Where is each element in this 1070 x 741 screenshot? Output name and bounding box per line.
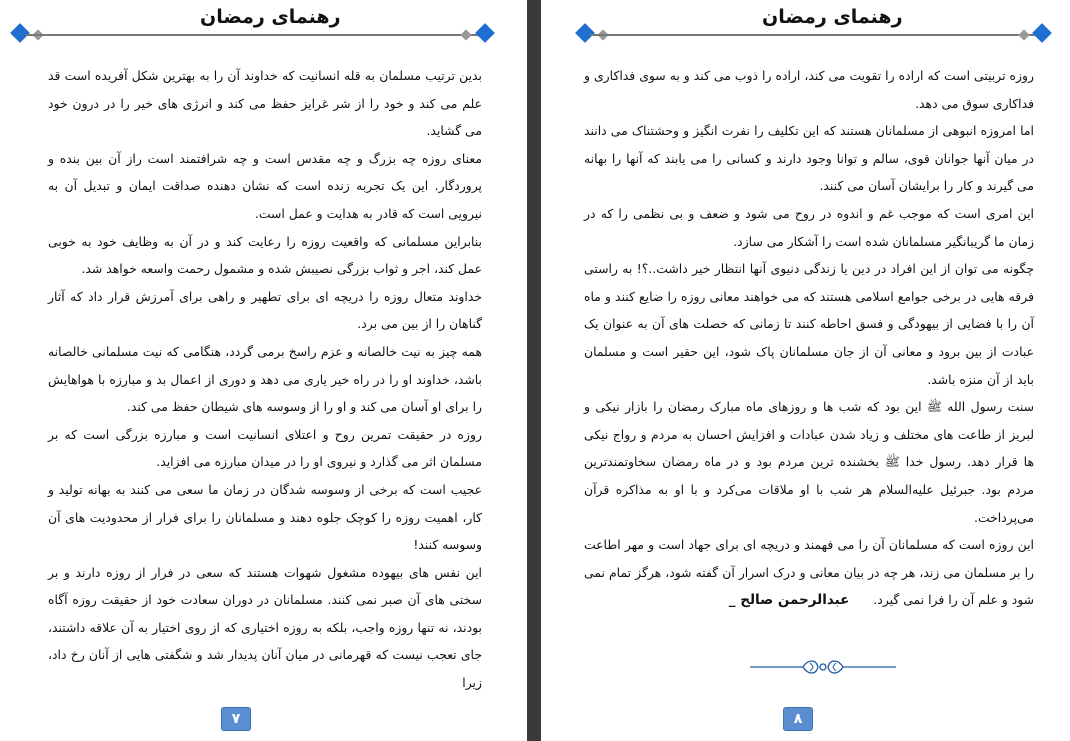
paragraph: خداوند متعال روزه را دریچه ای برای تطهیر و راهی برای آمرزش قرار داد که آثار گناهان را از بین می برد. (48, 288, 482, 332)
header-diamond-icon (575, 23, 595, 43)
paragraph: همه چیز به نیت خالصانه و عزم راسخ برمی گردد، هنگامی که نیت مسلمانی خالصانه باشد، خداوند او را در راه خیر یاری می دهد و دوری از اعمال بد و مبارزه با هواهایش را برای او آسان می کند و او را از وسوسه های شیطان حفظ می کند. (48, 343, 482, 415)
header-diamond-icon (10, 23, 30, 43)
right-page (541, 0, 1070, 741)
book-spine (527, 0, 541, 741)
paragraph: این امری است که موجب غم و اندوه در روح می شود و ضعف و بی نظمی را که در زمان ما گریبانگیر مسلمانان شده است را آشکار می سازد. (584, 205, 1034, 249)
header-dot-icon (460, 29, 471, 40)
header-diamond-icon (475, 23, 495, 43)
paragraph: چگونه می توان از این افراد در دین یا زندگی دنیوی آنها انتظار خیر داشت..؟! به راستی فرقه هایی در برخی جوامع اسلامی هستند که می خواهند معانی روزه را ضایع کنند و ماه آن را با فضایی از بیهودگی و فسق احاطه کنند تا زمانی که خصلت های آن به عنوان یک عبادت از بین برود و معانی آن از جان مسلمانان پاک شود، این حقیر است و مسلمان باید از آن منزه باشد. (584, 261, 1034, 387)
header-dot-icon (1018, 29, 1029, 40)
page-body (48, 62, 482, 697)
paragraph: معنای روزه چه بزرگ و چه مقدس است و چه شرافتمند است راز آن بین بنده و پروردگار. این یک تجربه زنده است که نشان دهنده صداقت ایمان و تبدیل آن به نیرویی است که قادر به هدایت و عمل است. (48, 150, 482, 221)
paragraph-text: این روزه است که مسلمانان آن را می فهمند و دریچه ای برای جهاد است و مهر اطاعت را بر مسلمان می زند، هر چه در بیان معانی و درک اسرار آن گفته شود، هرگز تمام نمی شود و علم آن را فرا نمی گیرد. (584, 537, 1034, 608)
paragraph: عجیب است که برخی از وسوسه شدگان در زمان ما سعی می کنند به بهانه تولید و کار، اهمیت روزه را کوچک جلوه دهند و مسلمانان را برای فرار از محدودیت های آن وسوسه کنند! (48, 481, 482, 553)
paragraph: بدین ترتیب مسلمان به قله انسانیت که خداوند آن را به بهترین شکل آفریده است قد علم می کند و خود را از شر غرایز حفظ می کند و انرژی های خیر را در درون خود می گشاید. (48, 68, 482, 139)
page-number: ۸ (783, 707, 813, 731)
paragraph: سنت رسول الله ﷺ این بود که شب ها و روزهای ماه مبارک رمضان را بازار نیکی و لبریز از طاعت های مختلف و زیاد شدن عبادات و افزایش احسان به مردم و رواج نیکی ها قرار دهد. رسول خدا ﷺ بخشنده ترین مردم بود و در ماه رمضان سخاوتمندترین مردم بود. جبرئیل علیه‌السلام هر شب با او ملاقات می‌کرد و با او به مذاکره قرآن می‌پرداخت. (584, 399, 1034, 525)
page-header-title: رهنمای رمضان (758, 6, 907, 28)
header-rule (590, 34, 1035, 36)
page-header-title: رهنمای رمضان (196, 6, 345, 28)
paragraph: روزه تربیتی است که اراده را تقویت می کند، اراده را ذوب می کند و به سوی فداکاری و فداکاری سوق می دهد. (584, 68, 1034, 111)
paragraph: اما امروزه انبوهی از مسلمانان هستند که این تکلیف را نفرت انگیز و وحشتناک می دانند در میان آنها جوانان قوی، سالم و توانا وجود دارند و کسانی را می یابند که آنها را بهانه می گیرند و کار را برایشان آسان می کنند. (584, 123, 1034, 194)
paragraph: بنابراین مسلمانی که واقعیت روزه را رعایت کند و در آن به وظایف خود به خوبی عمل کند، اجر و ثواب بزرگی نصیبش شده و مشمول رحمت واسعه خواهد شد. (48, 233, 482, 277)
paragraph: این نفس های بیهوده مشغول شهوات هستند که سعی در فرار از روزه دارند و بر سختی های آن صبر نمی کنند. مسلمانان در دوران سعادت خود از حقیقت روزه آگاه بودند، نه تنها روزه واجب، بلکه به روزه اختیاری که از روی اختیار به آن علاقه داشتند، جای تعجب نیست که قهرمانی در میان آنان پدیدار شد و شگفتی هایی از آنان رخ داد، زیرا (48, 564, 482, 691)
author-signature: عبدالرحمن صالح _ (728, 592, 850, 609)
page-body (584, 62, 1034, 615)
left-page (0, 0, 527, 741)
paragraph (584, 531, 1034, 615)
ornament-divider-icon (748, 657, 898, 677)
paragraph: روزه در حقیقت تمرین روح و اعتلای انسانیت است و مبارزه بزرگی است که بر مسلمان اثر می گذارد و نیروی او را در میدان مبارزه می افزاید. (48, 426, 482, 470)
page-number: ۷ (221, 707, 251, 731)
header-diamond-icon (1032, 23, 1052, 43)
header-rule (25, 34, 478, 36)
